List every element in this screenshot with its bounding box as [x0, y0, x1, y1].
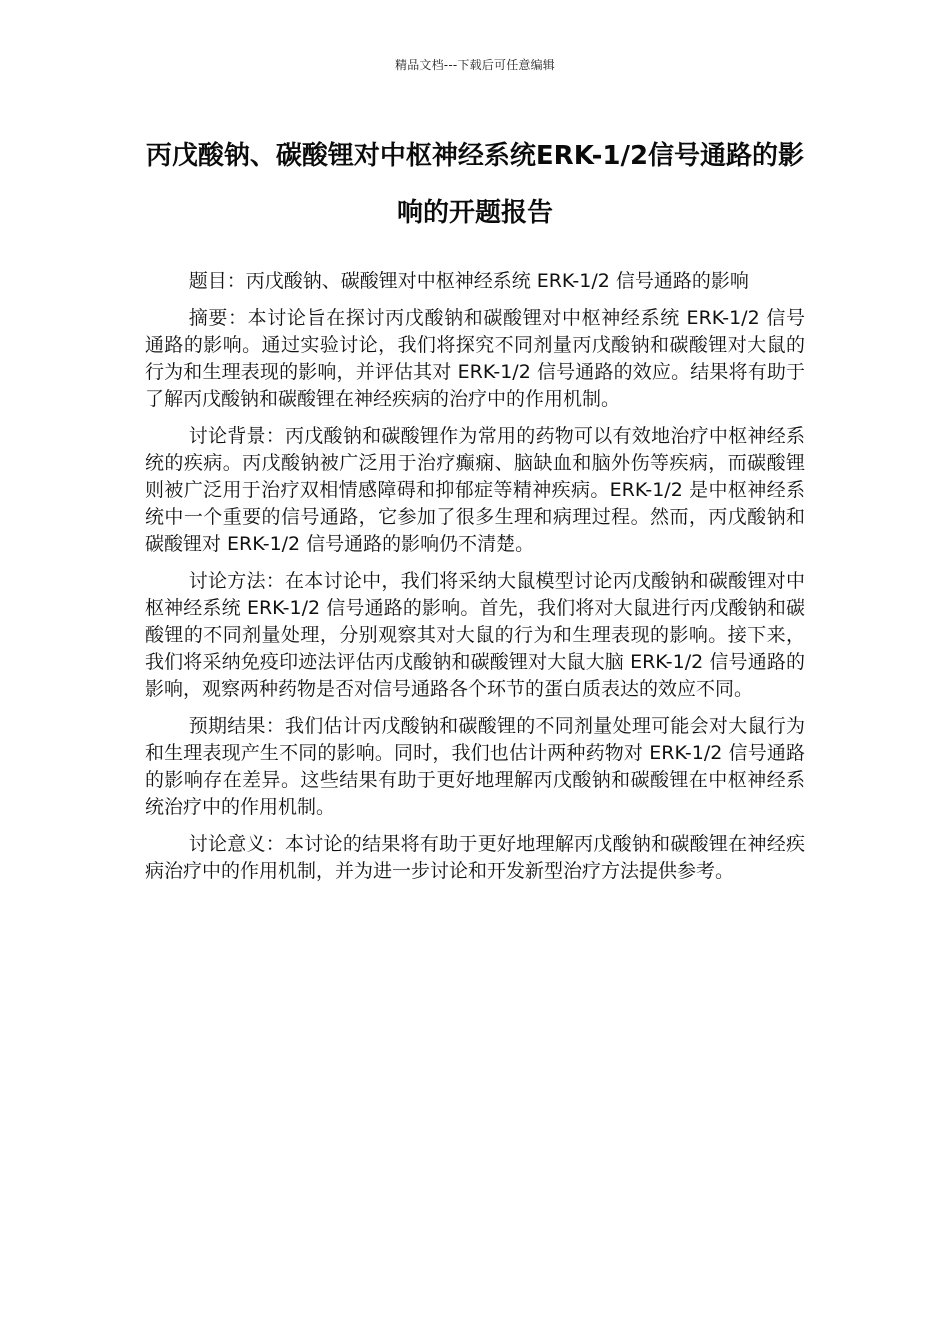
paragraph-background: 讨论背景：丙戊酸钠和碳酸锂作为常用的药物可以有效地治疗中枢神经系统的疾病。丙戊酸钠被广泛用于治疗癫痫、脑缺血和脑外伤等疾病，而碳酸锂则被广泛用于治疗双相情感障碍和抑郁症等精神疾病。ERK-1/2 是中枢神经系统中一个重要的信号通路，它参加了很多生理和病理过程。然而，丙戊酸钠和碳酸锂对 ERK-1/2 信号通路的影响仍不清楚。 — [145, 425, 805, 555]
page-header: 精品文档---下载后可任意编辑 — [395, 58, 555, 72]
paragraph-significance: 讨论意义：本讨论的结果将有助于更好地理解丙戊酸钠和碳酸锂在神经疾病治疗中的作用机制，并为进一步讨论和开发新型治疗方法提供参考。 — [145, 833, 805, 882]
paragraph-expected-results: 预期结果：我们估计丙戊酸钠和碳酸锂的不同剂量处理可能会对大鼠行为和生理表现产生不同的影响。同时，我们也估计两种药物对 ERK-1/2 信号通路的影响存在差异。这些结果有助于更好地理解丙戊酸钠和碳酸锂在中枢神经系统治疗中的作用机制。 — [145, 715, 805, 818]
paragraph-topic: 题目：丙戊酸钠、碳酸锂对中枢神经系统 ERK-1/2 信号通路的影响 — [188, 270, 749, 292]
paragraph-methods: 讨论方法：在本讨论中，我们将采纳大鼠模型讨论丙戊酸钠和碳酸锂对中枢神经系统 ERK-1/2 信号通路的影响。首先，我们将对大鼠进行丙戊酸钠和碳酸锂的不同剂量处理，分别观察其对大鼠的行为和生理表现的影响。接下来，我们将采纳免疫印迹法评估丙戊酸钠和碳酸锂对大鼠大脑 ERK-1/2 信号通路的影响，观察两种药物是否对信号通路各个环节的蛋白质表达的效应不同。 — [145, 570, 805, 700]
document-body — [145, 268, 805, 895]
document-title: 丙戊酸钠、碳酸锂对中枢神经系统ERK-1/2信号通路的影响的开题报告 — [145, 141, 805, 228]
paragraph-abstract: 摘要：本讨论旨在探讨丙戊酸钠和碳酸锂对中枢神经系统 ERK-1/2 信号通路的影响。通过实验讨论，我们将探究不同剂量丙戊酸钠和碳酸锂对大鼠的行为和生理表现的影响，并评估其对 ERK-1/2 信号通路的效应。结果将有助于了解丙戊酸钠和碳酸锂在神经疾病的治疗中的作用机制。 — [145, 307, 805, 410]
